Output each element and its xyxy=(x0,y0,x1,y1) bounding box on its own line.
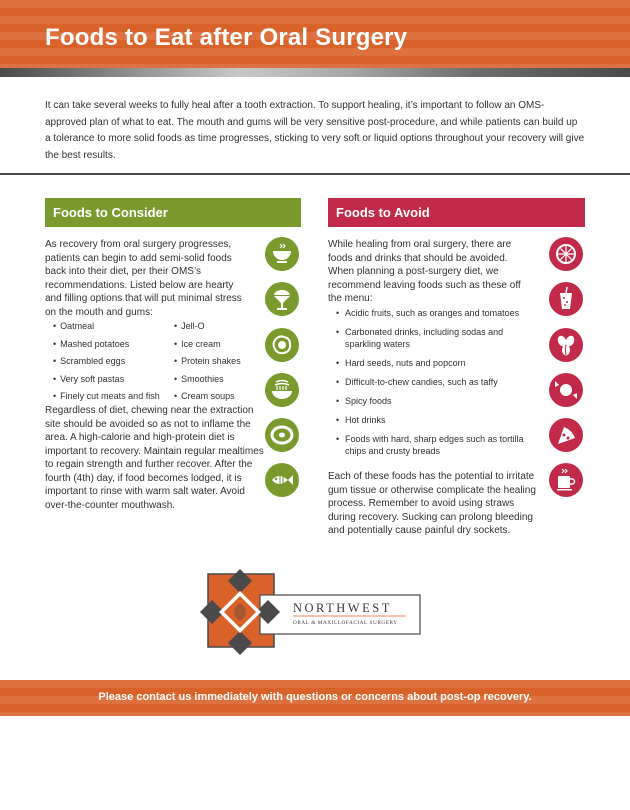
list-item: • Difficult-to-chew candies, such as taffy xyxy=(340,376,535,388)
header-divider-strip xyxy=(0,68,630,77)
list-item: • Scrambled eggs xyxy=(53,356,174,374)
hot-drink-icon xyxy=(549,463,583,497)
candy-icon xyxy=(549,373,583,407)
ice-cream-icon xyxy=(265,282,299,316)
footer-banner xyxy=(0,680,630,716)
avoid-heading: Foods to Avoid xyxy=(328,198,585,227)
intro-paragraph: It can take several weeks to fully heal after a tooth extraction. To support healing, it’s important to follow an OMS-approved plan of what to eat. The mouth and gums will be very sensitive post-procedure, and while patients can build up a tolerance to more solid foods as time progresses, sticking to very soft or liquid options throughout your recovery will give the best results. xyxy=(45,100,585,161)
list-item: • Spicy foods xyxy=(340,395,535,407)
list-item: • Smoothies xyxy=(174,374,224,392)
pasta-icon xyxy=(265,373,299,407)
consider-heading: Foods to Consider xyxy=(45,198,301,227)
consider-food-list xyxy=(53,321,273,409)
logo-subtitle: ORAL & MAXILLOFACIAL SURGERY xyxy=(293,620,398,626)
avoid-list xyxy=(340,307,535,464)
donut-icon xyxy=(265,418,299,452)
logo-name: NORTHWEST xyxy=(293,601,392,615)
consider-outro: Regardless of diet, chewing near the extraction site should be avoided so as not to inflame the area. A high-calorie and high-protein diet is important to recovery. Maintain regular mealtimes to regain strength and further recover. After the fourth (4th) day, if food becomes lodged, it is important to rinse with warm salt water. Avoid over-the-counter mouthwash. xyxy=(45,405,264,511)
header-banner xyxy=(0,0,630,68)
consider-icons xyxy=(265,237,303,509)
consider-column xyxy=(45,198,303,227)
fish-icon xyxy=(265,463,299,497)
list-item: • Hot drinks xyxy=(340,414,535,426)
avoid-icons xyxy=(549,237,587,509)
soup-bowl-icon xyxy=(265,237,299,271)
list-item: • Hard seeds, nuts and popcorn xyxy=(340,357,535,369)
list-item: • Jell-O xyxy=(174,321,205,339)
pizza-slice-icon xyxy=(549,418,583,452)
list-item-row xyxy=(53,339,273,357)
list-item-row xyxy=(53,356,273,374)
list-item: • Very soft pastas xyxy=(53,374,174,392)
avoid-column xyxy=(328,198,586,227)
list-item: • Foods with hard, sharp edges such as tortilla chips and crusty breads xyxy=(340,433,535,457)
list-item: • Protein shakes xyxy=(174,356,241,374)
avoid-outro: Each of these foods has the potential to irritate gum tissue or otherwise complicate the healing process. Remember to avoid using straws during recovery. Sucking can prolong bleeding and potentially cause painful dry sockets. xyxy=(328,471,536,536)
section-divider xyxy=(0,173,630,175)
list-item: • Mashed potatoes xyxy=(53,339,174,357)
list-item: • Finely cut meats and fish xyxy=(53,391,174,409)
fried-egg-icon xyxy=(265,328,299,362)
coffee-beans-icon xyxy=(549,328,583,362)
avoid-intro: While healing from oral surgery, there are foods and drinks that should be avoided. When planning a post-surgery diet, we recommend leaving foods such as these off the menu: xyxy=(328,239,521,304)
citrus-slice-icon xyxy=(549,237,583,271)
consider-intro: As recovery from oral surgery progresses, patients can begin to add semi-solid foods back into their diet, per their OMS’s recommendations. Listed below are hearty and filling options that will put minimal stress on the mouth and gums: xyxy=(45,239,242,318)
list-item-row xyxy=(53,321,273,339)
page-title: Foods to Eat after Oral Surgery xyxy=(45,24,408,51)
footer-contact-text: Please contact us immediately with questions or concerns about post-op recovery. xyxy=(98,691,532,703)
list-item: • Ice cream xyxy=(174,339,221,357)
list-item: • Oatmeal xyxy=(53,321,174,339)
northwest-logo xyxy=(200,569,426,655)
soda-cup-icon xyxy=(549,282,583,316)
list-item: • Carbonated drinks, including sodas and sparkling waters xyxy=(340,326,535,350)
list-item-row xyxy=(53,374,273,392)
list-item: • Cream soups xyxy=(174,391,235,409)
list-item: • Acidic fruits, such as oranges and tomatoes xyxy=(340,307,535,319)
